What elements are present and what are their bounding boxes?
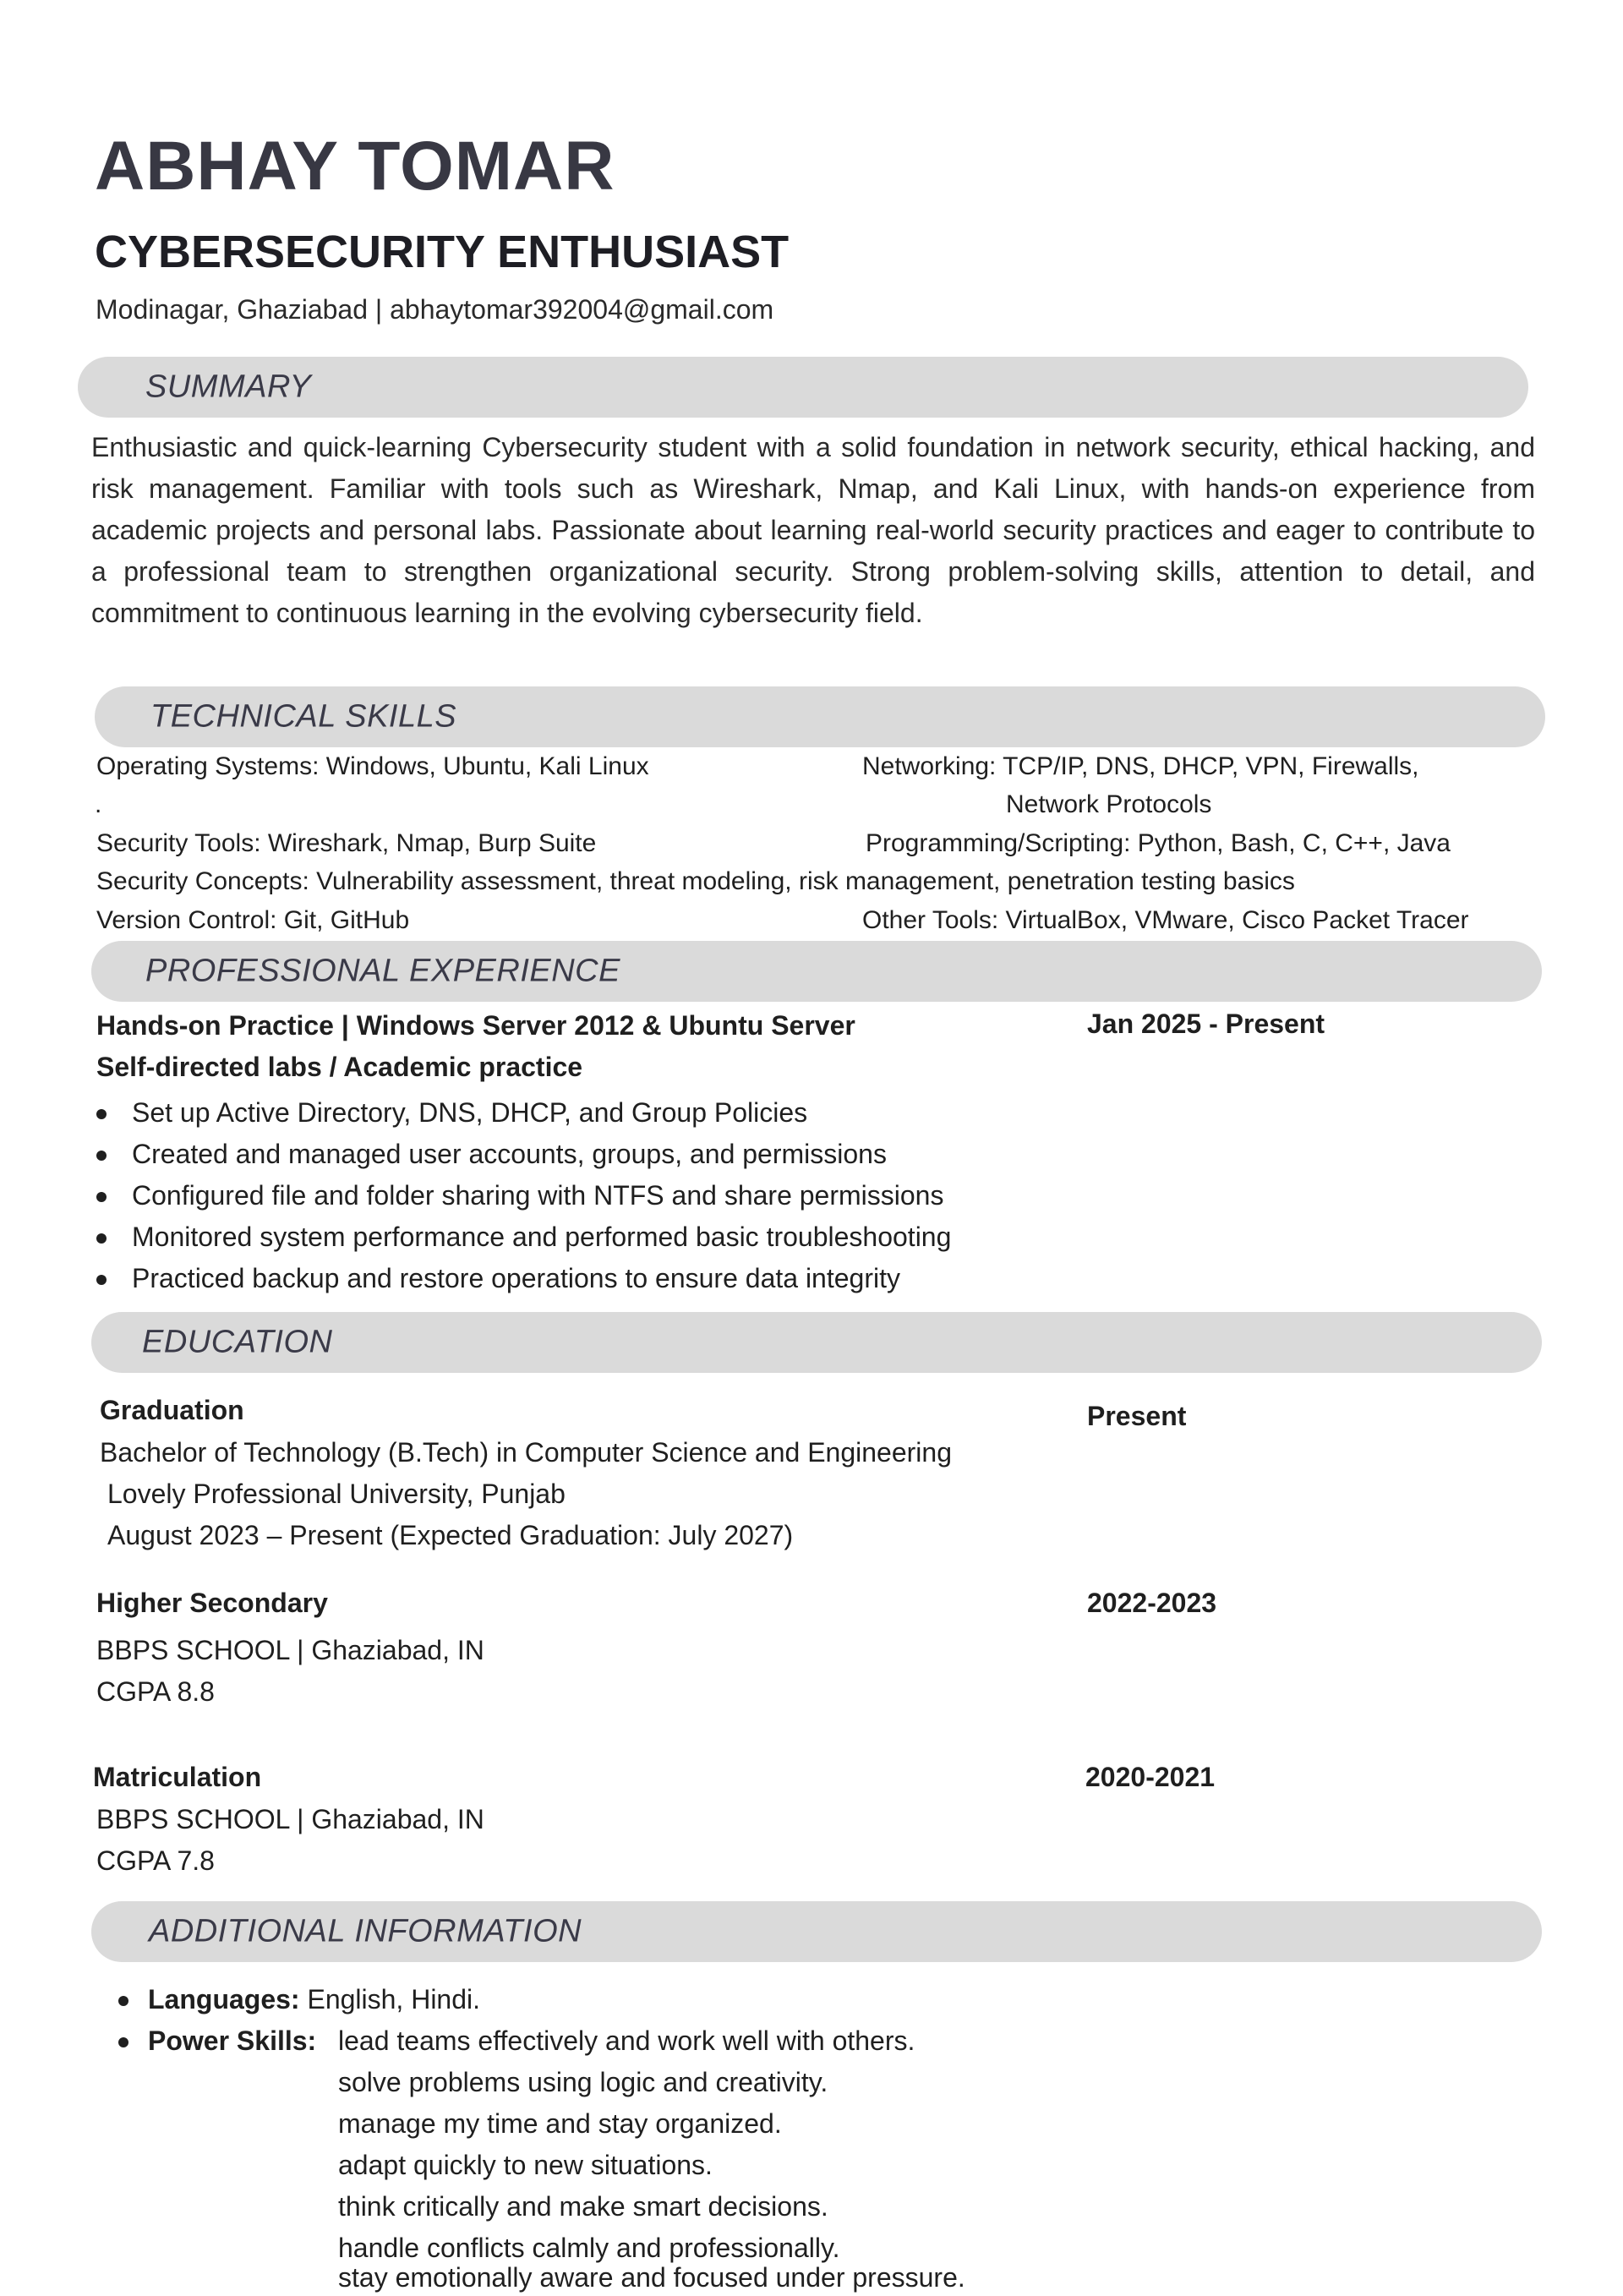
power-skill-item: adapt quickly to new situations. (338, 2150, 713, 2180)
bullet-dot (118, 1996, 128, 2006)
candidate-name: ABHAY TOMAR (95, 128, 615, 205)
section-title-experience: PROFESSIONAL EXPERIENCE (145, 953, 620, 989)
languages-line (148, 1984, 480, 2015)
bullet-dot (96, 1192, 107, 1202)
education-hs-school: BBPS SCHOOL | Ghaziabad, IN (96, 1635, 484, 1665)
experience-bullet: Practiced backup and restore operations to ensure data integrity (132, 1263, 900, 1293)
power-skill-item: lead teams effectively and work well with others. (338, 2025, 915, 2056)
skill-operating-systems: Operating Systems: Windows, Ubuntu, Kali Linux (96, 752, 649, 780)
education-matric-date: 2020-2021 (1085, 1762, 1216, 1792)
section-bar-skills (95, 686, 1545, 747)
education-matric-heading: Matriculation (93, 1762, 262, 1792)
power-skill-item: stay emotionally aware and focused under pressure. (338, 2262, 965, 2293)
skill-networking: Networking: TCP/IP, DNS, DHCP, VPN, Firewalls, (862, 752, 1419, 780)
experience-date: Jan 2025 - Present (1087, 1009, 1325, 1039)
languages-label: Languages: (148, 1984, 300, 2014)
education-matric-cgpa: CGPA 7.8 (96, 1845, 215, 1876)
bullet-dot (96, 1109, 107, 1119)
section-title-education: EDUCATION (142, 1324, 333, 1360)
education-graduation-degree: Bachelor of Technology (B.Tech) in Computer Science and Engineering (100, 1437, 952, 1468)
education-hs-date: 2022-2023 (1087, 1588, 1217, 1618)
skill-other-tools: Other Tools: VirtualBox, VMware, Cisco Packet Tracer (862, 906, 1469, 934)
languages-value: English, Hindi. (307, 1984, 481, 2014)
education-graduation-heading: Graduation (100, 1395, 244, 1425)
power-skill-item: handle conflicts calmly and professionally. (338, 2233, 840, 2263)
experience-bullet: Configured file and folder sharing with NTFS and share permissions (132, 1180, 944, 1211)
contact-line: Modinagar, Ghaziabad | abhaytomar392004@gmail.com (96, 294, 774, 325)
education-graduation-date: Present (1087, 1401, 1187, 1431)
experience-title: Hands-on Practice | Windows Server 2012 & Ubuntu Server (96, 1010, 855, 1041)
bullet-dot (96, 1151, 107, 1161)
education-matric-school: BBPS SCHOOL | Ghaziabad, IN (96, 1804, 484, 1834)
skill-networking-cont: Network Protocols (1006, 790, 1212, 818)
section-title-additional: ADDITIONAL INFORMATION (149, 1913, 582, 1949)
skill-version-control: Version Control: Git, GitHub (96, 906, 410, 934)
power-skill-item: think critically and make smart decisions. (338, 2191, 828, 2222)
bullet-dot (96, 1233, 107, 1244)
experience-bullet: Created and managed user accounts, groups, and permissions (132, 1139, 887, 1169)
section-title-summary: SUMMARY (145, 369, 312, 405)
skill-security-tools: Security Tools: Wireshark, Nmap, Burp Suite (96, 829, 597, 857)
section-title-skills: TECHNICAL SKILLS (150, 698, 457, 735)
experience-bullet: Set up Active Directory, DNS, DHCP, and Group Policies (132, 1097, 808, 1128)
skill-security-concepts: Security Concepts: Vulnerability assessment, threat modeling, risk management, penetration testing basics (96, 867, 1295, 895)
education-hs-heading: Higher Secondary (96, 1588, 328, 1618)
section-bar-education (91, 1312, 1542, 1373)
education-graduation-period: August 2023 – Present (Expected Graduation: July 2027) (107, 1520, 794, 1550)
experience-subtitle: Self-directed labs / Academic practice (96, 1052, 583, 1082)
skill-programming: Programming/Scripting: Python, Bash, C, C++, Java (866, 829, 1451, 857)
bullet-dot (96, 1275, 107, 1285)
power-skill-item: solve problems using logic and creativity. (338, 2067, 828, 2097)
power-skill-item: manage my time and stay organized. (338, 2108, 782, 2139)
skill-dot: . (95, 790, 102, 818)
power-skills-label: Power Skills: (148, 2025, 317, 2056)
education-hs-cgpa: CGPA 8.8 (96, 1676, 215, 1707)
education-graduation-university: Lovely Professional University, Punjab (107, 1479, 566, 1509)
section-bar-experience (91, 941, 1542, 1002)
section-bar-summary (78, 357, 1528, 418)
experience-bullet: Monitored system performance and performed basic troubleshooting (132, 1222, 952, 1252)
candidate-role: CYBERSECURITY ENTHUSIAST (95, 227, 790, 277)
summary-text: Enthusiastic and quick-learning Cybersecurity student with a solid foundation in network security, ethical hacking, and risk management. Familiar with tools such as Wireshark, Nmap, and Kali Linux, with hands-on experience from academic projects and personal labs. Passionate about learning real-world security practices and eager to contribute to a professional team to strengthen organizational security. Strong problem-solving skills, attention to detail, and commitment to continuous learning in the evolving cybersecurity field. (91, 432, 1535, 628)
bullet-dot (118, 2037, 128, 2047)
section-bar-additional (91, 1901, 1542, 1962)
